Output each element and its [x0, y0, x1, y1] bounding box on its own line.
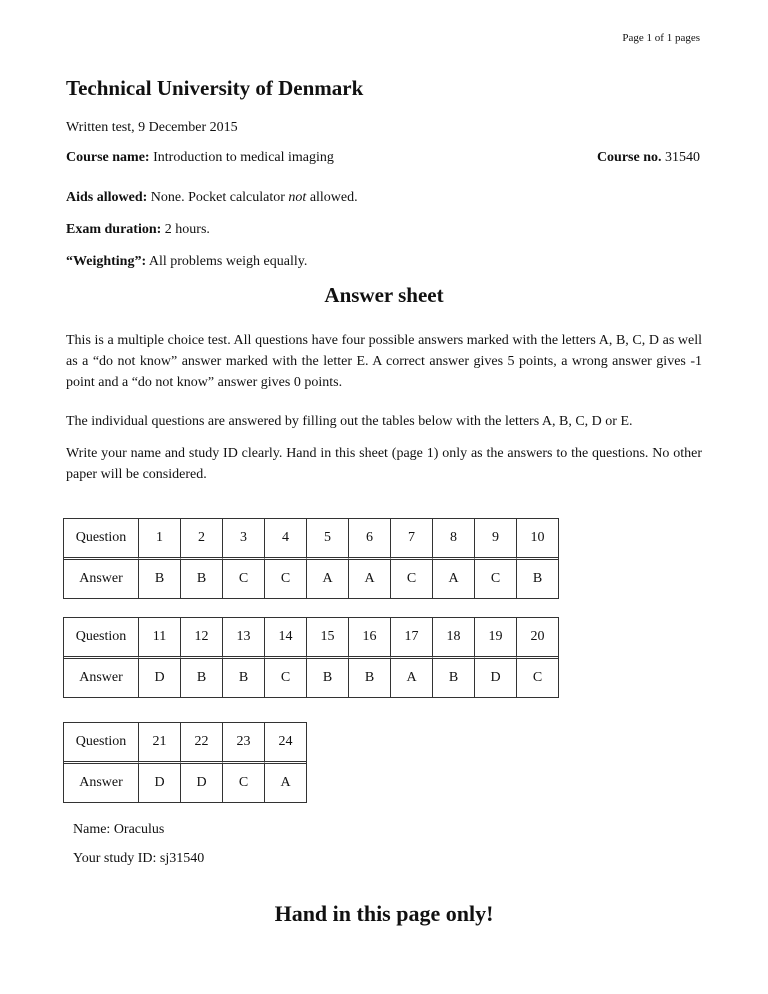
question-number-cell: 20	[517, 618, 558, 659]
instructions-paragraph: Write your name and study ID clearly. Hand in this sheet (page 1) only as the answers to the questions. No other paper will be considered.	[66, 446, 702, 482]
university-title: Technical University of Denmark	[66, 76, 364, 100]
answer-cell: C	[532, 670, 543, 685]
answer-cell: C	[475, 560, 517, 598]
answer-cell: A	[391, 659, 433, 697]
answer-cell: D	[139, 764, 181, 802]
question-number-cell: 1	[139, 519, 181, 560]
question-number-cell: 13	[223, 618, 265, 659]
question-number-cell: 3	[223, 519, 265, 560]
course-number-line	[597, 150, 700, 166]
answer-sheet-title: Answer sheet	[324, 283, 444, 307]
answer-row-label: Answer	[64, 560, 139, 598]
course-number-label: Course no.	[596, 150, 662, 165]
answer-cell: B	[223, 659, 265, 697]
question-number-cell: 6	[349, 519, 391, 560]
instructions-paragraph: The individual questions are answered by filling out the tables below with the letters A, B, C, D or E.	[66, 414, 633, 429]
course-name-label: Course name:	[66, 150, 150, 165]
aids-value-em: not	[288, 190, 307, 205]
answer-cell: D	[139, 659, 181, 697]
answer-cell: B	[181, 560, 223, 598]
question-number-cell: 5	[307, 519, 349, 560]
question-number-cell: 14	[265, 618, 307, 659]
duration-label: Exam duration:	[66, 222, 162, 237]
answer-cell: A	[280, 775, 291, 790]
course-number-value: 31540	[661, 150, 700, 165]
duration-line	[66, 222, 210, 238]
answer-cell: C	[223, 764, 265, 802]
student-id: Your study ID: sj31540	[73, 851, 205, 866]
answer-row-label: Answer	[64, 659, 139, 697]
answer-cell: A	[349, 560, 391, 598]
weighting-value: All problems weigh equally.	[146, 254, 308, 269]
hand-in-notice: Hand in this page only!	[274, 901, 494, 926]
answer-row	[64, 764, 306, 802]
question-number-cell: 24	[265, 723, 306, 764]
course-name-value: Introduction to medical imaging	[149, 150, 334, 165]
question-number-cell: 8	[433, 519, 475, 560]
weighting-label: “Weighting”:	[66, 254, 147, 269]
answer-cell: C	[223, 560, 265, 598]
aids-value-post: allowed.	[306, 190, 358, 205]
question-number-cell: 19	[475, 618, 517, 659]
answer-table-2	[63, 617, 559, 698]
aids-label: Aids allowed:	[66, 190, 148, 205]
question-row-label: Question	[64, 519, 139, 560]
answer-row	[64, 560, 558, 598]
question-number-cell: 18	[433, 618, 475, 659]
weighting-line	[66, 254, 307, 270]
question-row-label: Question	[64, 723, 139, 764]
aids-value-pre: None. Pocket calculator	[147, 190, 289, 205]
question-number-cell: 17	[391, 618, 433, 659]
answer-cell: B	[181, 659, 223, 697]
question-number-cell: 12	[181, 618, 223, 659]
question-number-cell: 16	[349, 618, 391, 659]
answer-cell: B	[433, 659, 475, 697]
answer-table-1	[63, 518, 559, 599]
answer-cell: D	[181, 764, 223, 802]
answer-cell: A	[307, 560, 349, 598]
answer-cell: C	[265, 560, 307, 598]
question-number-cell: 10	[517, 519, 558, 560]
aids-line	[66, 190, 358, 206]
question-number-cell: 9	[475, 519, 517, 560]
question-number-cell: 7	[391, 519, 433, 560]
answer-table-3	[63, 722, 307, 803]
answer-row-label: Answer	[64, 764, 139, 802]
student-name: Name: Oraculus	[73, 822, 165, 837]
answer-cell: B	[349, 659, 391, 697]
question-number-cell: 11	[139, 618, 181, 659]
instructions-paragraph: This is a multiple choice test. All questions have four possible answers marked with the letters A, B, C, D as well as a “do not know” answer marked with the letter E. A correct answer gives 5 points, a wrong answer gives -1 point and a “do not know” answer gives 0 points.	[66, 333, 702, 390]
duration-value: 2 hours.	[161, 222, 210, 237]
question-number-cell: 22	[181, 723, 223, 764]
answer-cell: B	[532, 571, 543, 586]
question-number-cell: 21	[139, 723, 181, 764]
answer-cell: C	[391, 560, 433, 598]
answer-cell: A	[433, 560, 475, 598]
answer-cell: C	[265, 659, 307, 697]
page-number: Page 1 of 1 pages	[622, 32, 700, 44]
test-date-line: Written test, 9 December 2015	[66, 120, 238, 135]
question-number-cell: 23	[223, 723, 265, 764]
question-number-cell: 15	[307, 618, 349, 659]
question-row	[64, 519, 558, 560]
answer-cell: B	[139, 560, 181, 598]
question-row	[64, 618, 558, 659]
question-row-label: Question	[64, 618, 139, 659]
answer-row	[64, 659, 558, 697]
answer-cell: B	[307, 659, 349, 697]
answer-cell: D	[475, 659, 517, 697]
course-name-line	[66, 150, 334, 166]
question-row	[64, 723, 306, 764]
question-number-cell: 2	[181, 519, 223, 560]
question-number-cell: 4	[265, 519, 307, 560]
